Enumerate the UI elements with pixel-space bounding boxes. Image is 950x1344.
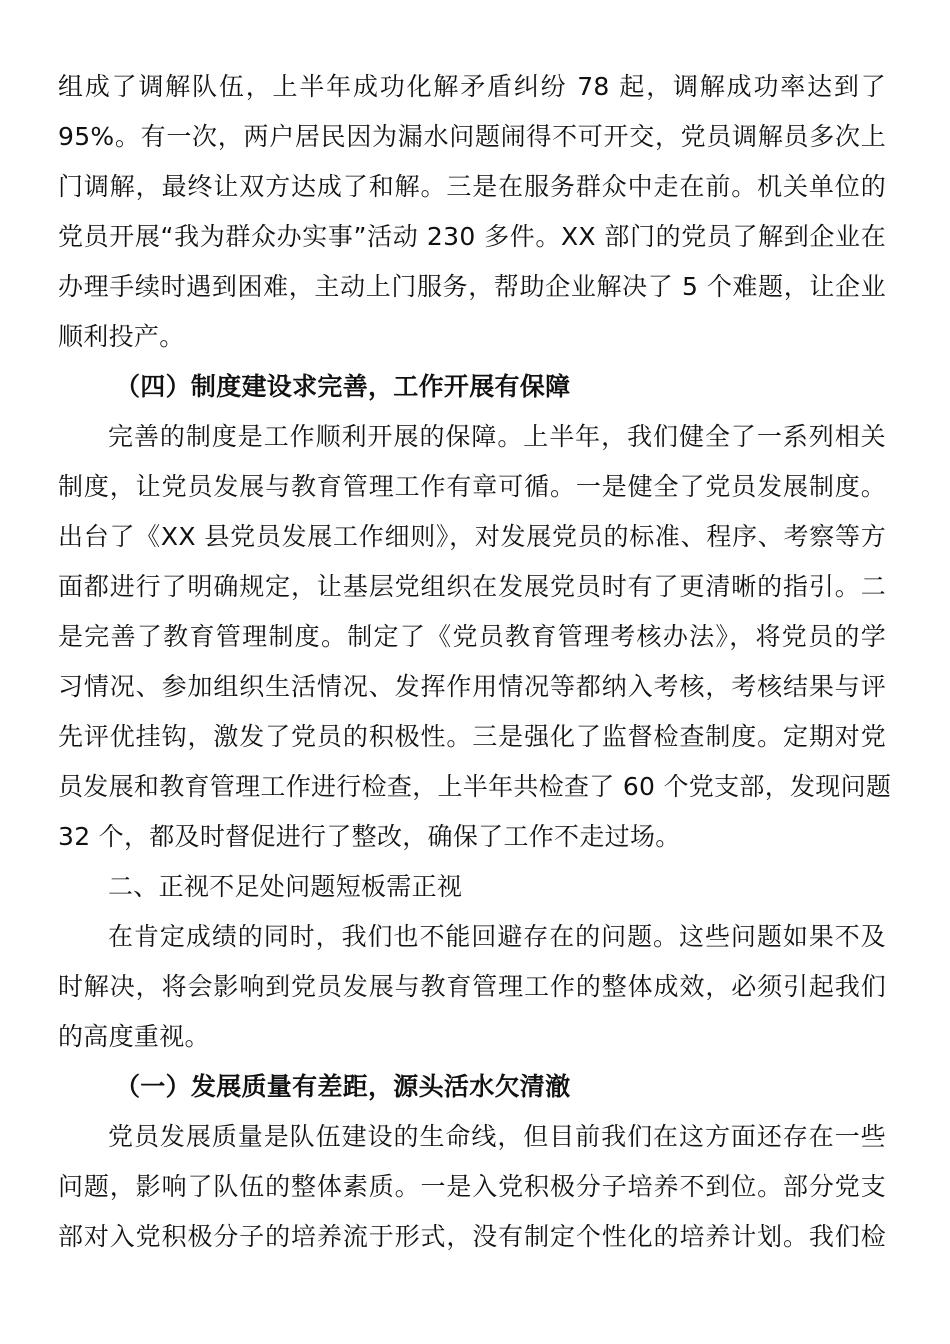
- body-line: 部对入党积极分子的培养流于形式，没有制定个性化的培养计划。我们检: [58, 1222, 886, 1251]
- body-line: 出台了《XX 县党员发展工作细则》，对发展党员的标准、程序、考察等方: [58, 522, 886, 551]
- body-line: 的高度重视。: [58, 1022, 210, 1051]
- body-line: 先评优挂钩，激发了党员的积极性。三是强化了监督检查制度。定期对党: [58, 722, 886, 751]
- body-line: 办理手续时遇到困难，主动上门服务，帮助企业解决了 5 个难题，让企业: [58, 272, 886, 301]
- body-line: 面都进行了明确规定，让基层党组织在发展党员时有了更清晰的指引。二: [58, 572, 886, 601]
- paragraph-first-line: 在肯定成绩的同时，我们也不能回避存在的问题。这些问题如果不及: [108, 922, 886, 951]
- body-line: 制度，让党员发展与教育管理工作有章可循。一是健全了党员发展制度。: [58, 472, 886, 501]
- body-line: 32 个，都及时督促进行了整改，确保了工作不走过场。: [58, 822, 681, 851]
- body-line: 时解决，将会影响到党员发展与教育管理工作的整体成效，必须引起我们: [58, 972, 886, 1001]
- paragraph-first-line: 党员发展质量是队伍建设的生命线，但目前我们在这方面还存在一些: [108, 1122, 886, 1151]
- body-line: 党员开展“我为群众办实事”活动 230 多件。XX 部门的党员了解到企业在: [58, 222, 886, 251]
- body-line: 员发展和教育管理工作进行检查，上半年共检查了 60 个党支部，发现问题: [58, 772, 892, 801]
- body-line: 顺利投产。: [58, 322, 185, 351]
- body-line: 门调解，最终让双方达成了和解。三是在服务群众中走在前。机关单位的: [58, 172, 886, 201]
- body-line: 组成了调解队伍，上半年成功化解矛盾纠纷 78 起，调解成功率达到了: [58, 72, 886, 101]
- body-line: 习情况、参加组织生活情况、发挥作用情况等都纳入考核，考核结果与评: [58, 672, 886, 701]
- body-line: 是完善了教育管理制度。制定了《党员教育管理考核办法》，将党员的学: [58, 622, 886, 651]
- chapter-heading: 二、正视不足处问题短板需正视: [108, 872, 463, 901]
- paragraph-first-line: 完善的制度是工作顺利开展的保障。上半年，我们健全了一系列相关: [108, 422, 886, 451]
- section-heading: （四）制度建设求完善，工作开展有保障: [115, 372, 571, 401]
- body-line: 问题，影响了队伍的整体素质。一是入党积极分子培养不到位。部分党支: [58, 1172, 886, 1201]
- body-line: 95%。有一次，两户居民因为漏水问题闹得不可开交，党员调解员多次上: [58, 122, 886, 151]
- section-heading: （一）发展质量有差距，源头活水欠清澈: [115, 1072, 571, 1101]
